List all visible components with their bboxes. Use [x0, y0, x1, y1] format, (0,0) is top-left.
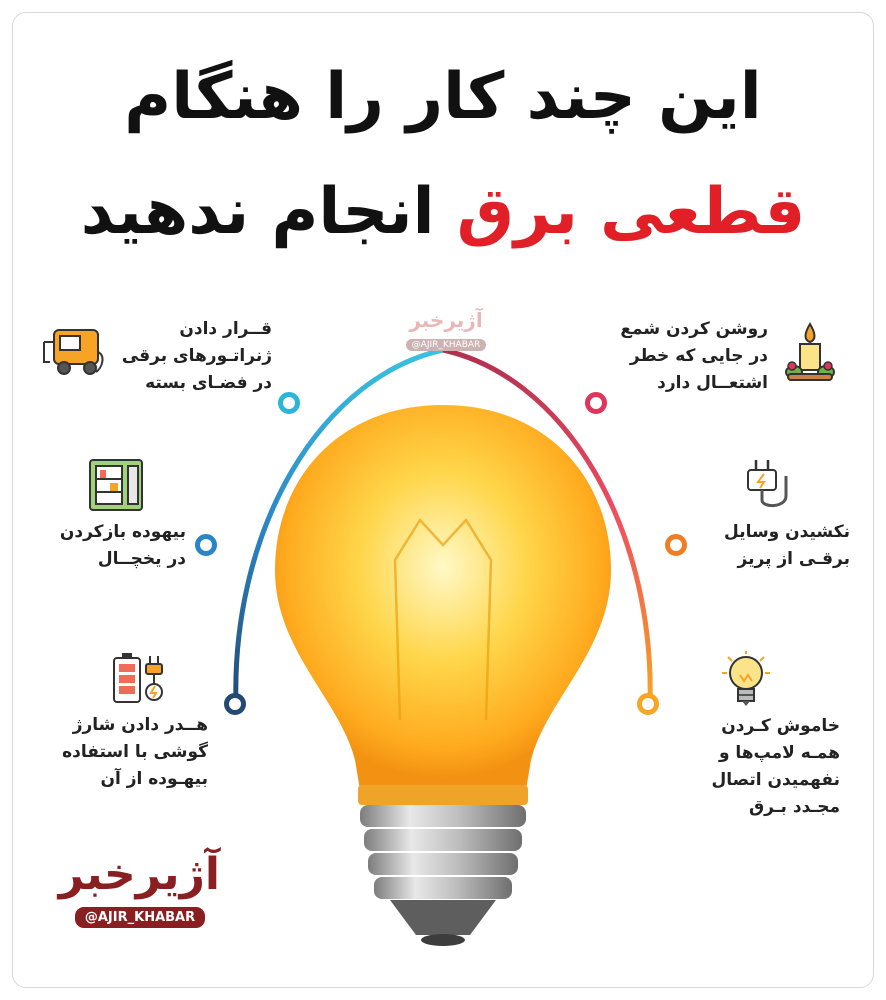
fridge-icon — [88, 458, 144, 512]
headline-line-1: این چند کار را هنگام — [124, 60, 762, 134]
plug-icon — [742, 456, 798, 512]
generator-icon — [40, 322, 108, 378]
bulb-glass — [275, 405, 611, 790]
timeline-dot-phone — [224, 693, 246, 715]
tip-phone-charge: هــدر دادن شارژ گوشی با استفاده بیهـوده از آن — [62, 715, 208, 789]
battery-charge-icon — [110, 650, 174, 706]
tip-lamps: خاموش کـردن همـه لامپ‌ها و نفهمیدن اتصال مجـدد بـرق — [711, 716, 840, 817]
brand-handle: @AJIR_KHABAR — [75, 907, 205, 928]
lamp-icon — [718, 651, 774, 709]
watermark-name: آژیرخبر — [409, 308, 483, 332]
tip-generator: قــرار دادن ژنراتـورهای برقی در فضـای بسته — [121, 319, 272, 393]
tip-plug: نکشیدن وسایل برقـی از پریز — [724, 522, 850, 569]
watermark-handle: @AJIR_KHABAR — [406, 339, 487, 351]
timeline-dot-generator — [278, 392, 300, 414]
bulb-neck — [358, 785, 528, 805]
timeline-dot-fridge — [195, 534, 217, 556]
brand-name: آژیرخبر — [58, 849, 220, 900]
timeline-dot-candle — [585, 392, 607, 414]
brand-logo — [60, 845, 220, 928]
tip-candle: روشن کردن شمع در جایی که خطر اشتعــال دارد — [620, 319, 768, 393]
timeline-dot-lamp — [637, 693, 659, 715]
tip-fridge: بیهوده بازکردن در یخچــال — [59, 522, 186, 569]
candle-icon — [782, 320, 838, 382]
watermark — [398, 308, 494, 351]
timeline-dot-plug — [665, 534, 687, 556]
headline-highlight: قطعی برق — [456, 175, 806, 249]
headline-rest: انجام ندهید — [80, 175, 435, 249]
